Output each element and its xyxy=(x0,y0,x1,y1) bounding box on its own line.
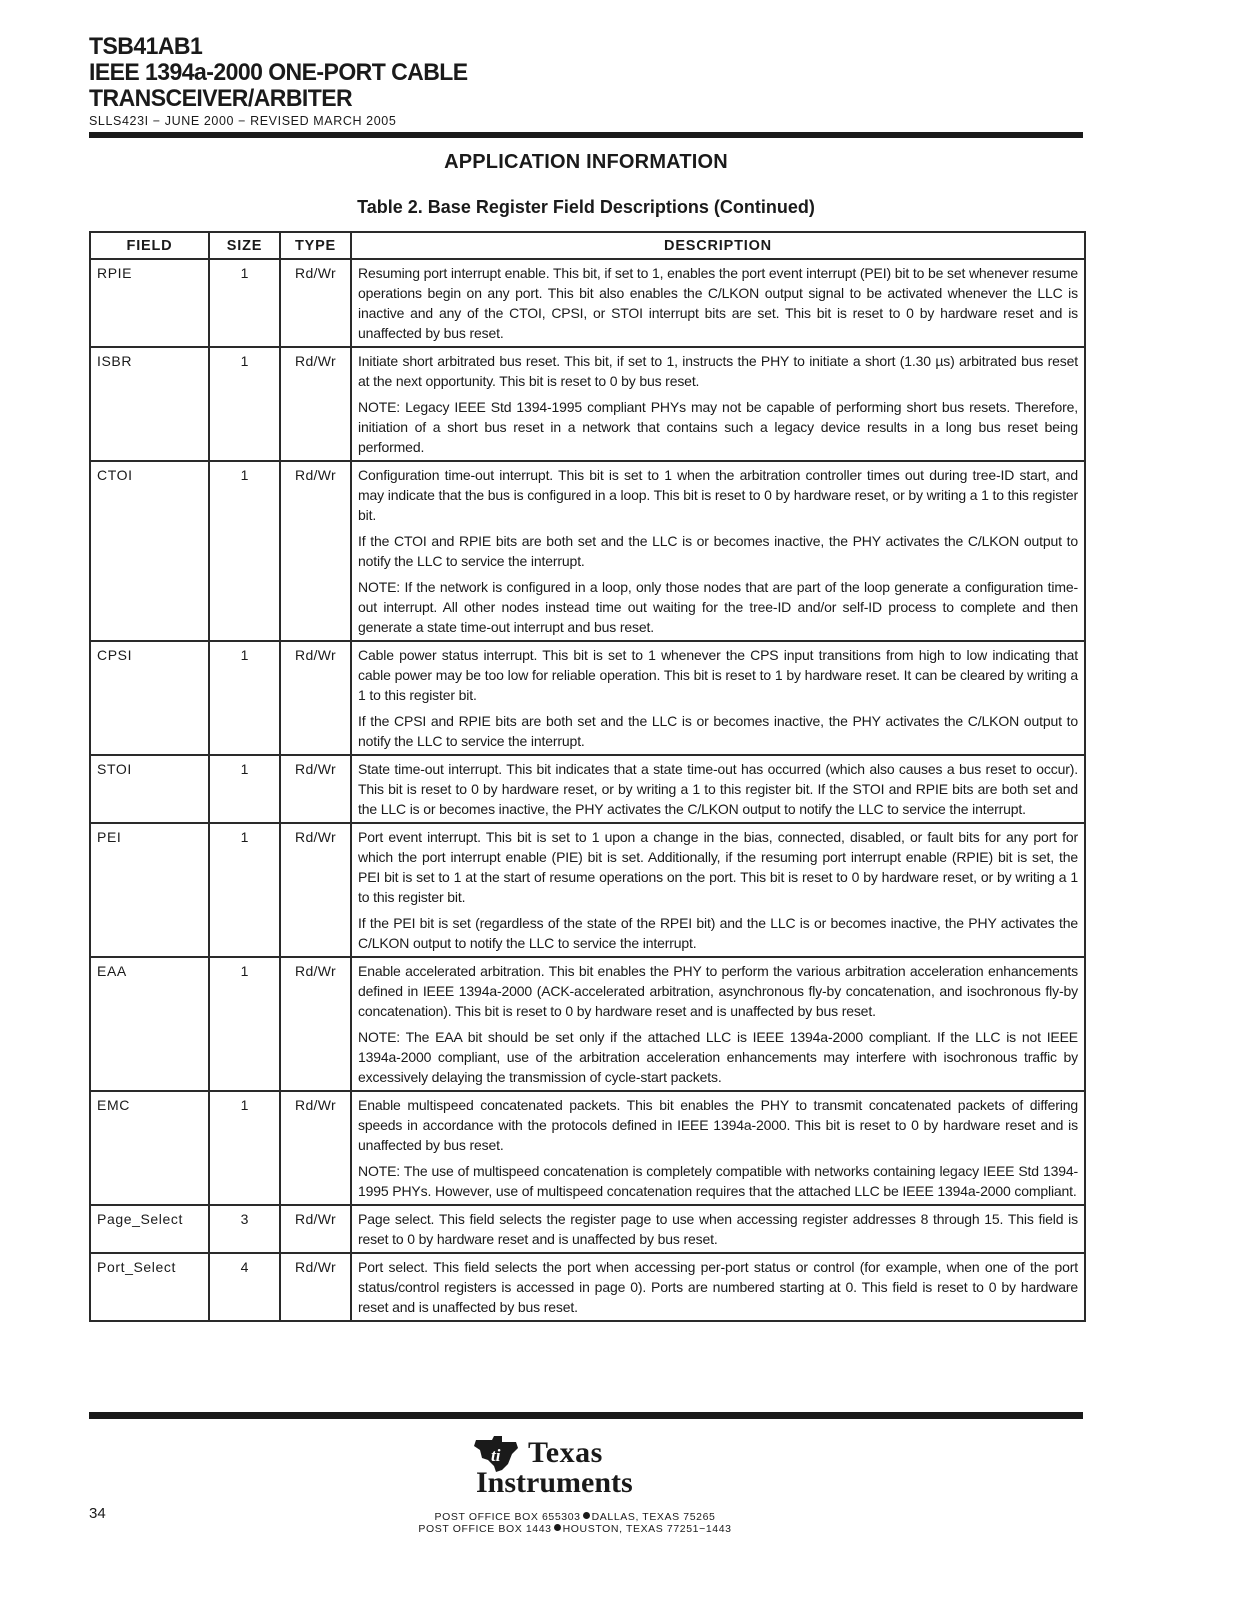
description-cell xyxy=(351,1205,1085,1253)
description-cell xyxy=(351,823,1085,957)
register-table xyxy=(89,231,1086,1322)
description-paragraph: NOTE: The use of multispeed concatenation is completely compatible with networks containing legacy IEEE Std 1394-1995 PHYs. However, use of multispeed concatenation requires that the attached LLC be IEEE 1394a-2000 compliant. xyxy=(358,1163,1078,1199)
field-cell: RPIE xyxy=(90,259,209,347)
column-header-description: DESCRIPTION xyxy=(351,232,1085,259)
field-cell: Port_Select xyxy=(90,1253,209,1321)
table-row xyxy=(90,641,1085,755)
table-row xyxy=(90,1091,1085,1205)
address-line-1: POST OFFICE BOX 655303 DALLAS, TEXAS 75265 xyxy=(434,1511,716,1523)
size-cell: 1 xyxy=(209,823,280,957)
type-cell: Rd/Wr xyxy=(280,1091,351,1205)
description-paragraph: NOTE: The EAA bit should be set only if the attached LLC is IEEE 1394a-2000 compliant. If the LLC is not IEEE 1394a-2000 compliant, use of the arbitration acceleration enhancements may interfere with isochronous traffic by excessively delaying the transmission of cycle-start packets. xyxy=(358,1029,1078,1085)
page-number: 34 xyxy=(89,1505,106,1522)
type-cell: Rd/Wr xyxy=(280,1253,351,1321)
column-header-size: SIZE xyxy=(209,232,280,259)
bullet-dot xyxy=(554,1524,561,1531)
table-row xyxy=(90,1253,1085,1321)
type-cell: Rd/Wr xyxy=(280,957,351,1091)
logo-word-instruments: Instruments xyxy=(476,1466,633,1499)
description-paragraph: Page select. This field selects the register page to use when accessing register addresses 8 through 15. This field is reset to 0 by hardware reset and is unaffected by bus reset. xyxy=(358,1211,1078,1247)
size-cell: 1 xyxy=(209,1091,280,1205)
table-row xyxy=(90,755,1085,823)
field-cell: STOI xyxy=(90,755,209,823)
field-cell: PEI xyxy=(90,823,209,957)
document-title-line2: TRANSCEIVER/ARBITER xyxy=(89,85,353,112)
type-cell: Rd/Wr xyxy=(280,259,351,347)
field-cell: EAA xyxy=(90,957,209,1091)
column-header-field: FIELD xyxy=(90,232,209,259)
type-cell: Rd/Wr xyxy=(280,823,351,957)
type-cell: Rd/Wr xyxy=(280,641,351,755)
description-cell xyxy=(351,755,1085,823)
description-paragraph: State time-out interrupt. This bit indicates that a state time-out has occurred (which also causes a bus reset to occur). This bit is reset to 0 by hardware reset, or by writing a 1 to this register bit. If the STOI and RPIE bits are both set and the LLC is or becomes inactive, the PHY activates the C/LKON output to notify the LLC to service the interrupt. xyxy=(358,761,1078,817)
type-cell: Rd/Wr xyxy=(280,347,351,461)
logo-word-texas: Texas xyxy=(528,1436,603,1469)
description-paragraph: If the CTOI and RPIE bits are both set and the LLC is or becomes inactive, the PHY activates the C/LKON output to notify the LLC to service the interrupt. xyxy=(358,533,1078,569)
table-row xyxy=(90,259,1085,347)
description-paragraph: NOTE: If the network is configured in a loop, only those nodes that are part of the loop generate a configuration time-out interrupt. All other nodes instead time out waiting for the tree-ID and/or self-ID process to complete and then generate a state time-out interrupt and bus reset. xyxy=(358,579,1078,635)
description-cell xyxy=(351,1253,1085,1321)
description-paragraph: Cable power status interrupt. This bit is set to 1 whenever the CPS input transitions from high to low indicating that cable power may be too low for reliable operation. This bit is reset to 1 by hardware reset. It can be cleared by writing a 1 to this register bit. xyxy=(358,647,1078,703)
size-cell: 1 xyxy=(209,641,280,755)
size-cell: 1 xyxy=(209,755,280,823)
footer-rule xyxy=(89,1412,1083,1419)
table-row xyxy=(90,347,1085,461)
size-cell: 1 xyxy=(209,957,280,1091)
table-row xyxy=(90,957,1085,1091)
header-rule xyxy=(89,132,1083,138)
field-cell: CPSI xyxy=(90,641,209,755)
type-cell: Rd/Wr xyxy=(280,755,351,823)
size-cell: 1 xyxy=(209,461,280,641)
table-row xyxy=(90,1205,1085,1253)
field-cell: CTOI xyxy=(90,461,209,641)
description-cell xyxy=(351,641,1085,755)
description-cell xyxy=(351,347,1085,461)
type-cell: Rd/Wr xyxy=(280,1205,351,1253)
description-paragraph: Port event interrupt. This bit is set to 1 upon a change in the bias, connected, disabled, or fault bits for any port for which the port interrupt enable (PIE) bit is set. Additionally, if the resuming port interrupt enable (RPIE) bit is set, the PEI bit is set to 1 at the start of resume operations on the port. This bit is reset to 0 by hardware reset, or by writing a 1 to this register bit. xyxy=(358,829,1078,905)
description-paragraph: Enable accelerated arbitration. This bit enables the PHY to perform the various arbitration acceleration enhancements defined in IEEE 1394a-2000 (ACK-accelerated arbitration, asynchronous fly-by concatenation, and isochronous fly-by concatenation). This bit is reset to 0 by hardware reset and is unaffected by bus reset. xyxy=(358,963,1078,1019)
description-cell xyxy=(351,957,1085,1091)
table-row xyxy=(90,461,1085,641)
bullet-dot xyxy=(583,1512,590,1519)
description-paragraph: Configuration time-out interrupt. This bit is set to 1 when the arbitration controller times out during tree-ID start, and may indicate that the bus is configured in a loop. This bit is reset to 0 by hardware reset, or by writing a 1 to this register bit. xyxy=(358,467,1078,523)
column-header-type: TYPE xyxy=(280,232,351,259)
size-cell: 1 xyxy=(209,259,280,347)
description-paragraph: Initiate short arbitrated bus reset. This bit, if set to 1, instructs the PHY to initiate a short (1.30 µs) arbitrated bus reset at the next opportunity. This bit is reset to 0 by bus reset. xyxy=(358,353,1078,389)
size-cell: 3 xyxy=(209,1205,280,1253)
description-paragraph: Enable multispeed concatenated packets. This bit enables the PHY to transmit concatenated packets of differing speeds in accordance with the protocols defined in IEEE 1394a-2000. This bit is reset to 0 by hardware reset and is unaffected by bus reset. xyxy=(358,1097,1078,1153)
address-line-2: POST OFFICE BOX 1443 HOUSTON, TEXAS 77251−1443 xyxy=(418,1523,732,1535)
description-cell xyxy=(351,259,1085,347)
part-number: TSB41AB1 xyxy=(89,33,203,60)
section-title: APPLICATION INFORMATION xyxy=(444,151,728,173)
table-header-row xyxy=(90,232,1085,259)
description-cell xyxy=(351,461,1085,641)
field-cell: Page_Select xyxy=(90,1205,209,1253)
table-row xyxy=(90,823,1085,957)
size-cell: 4 xyxy=(209,1253,280,1321)
description-paragraph: If the CPSI and RPIE bits are both set and the LLC is or becomes inactive, the PHY activates the C/LKON output to notify the LLC to service the interrupt. xyxy=(358,713,1078,749)
description-paragraph: Resuming port interrupt enable. This bit, if set to 1, enables the port event interrupt (PEI) bit to be set whenever resume operations begin on any port. This bit also enables the C/LKON output signal to be activated whenever the LLC is inactive and any of the CTOI, CPSI, or STOI interrupt bits are set. This bit is reset to 0 by hardware reset and is unaffected by bus reset. xyxy=(358,265,1078,341)
table-title: Table 2. Base Register Field Descriptions (Continued) xyxy=(357,197,815,217)
type-cell: Rd/Wr xyxy=(280,461,351,641)
ti-logo xyxy=(472,1432,682,1506)
description-paragraph: If the PEI bit is set (regardless of the state of the RPEI bit) and the LLC is or becomes inactive, the PHY activates the C/LKON output to notify the LLC to service the interrupt. xyxy=(358,915,1078,951)
description-cell xyxy=(351,1091,1085,1205)
description-paragraph: NOTE: Legacy IEEE Std 1394-1995 compliant PHYs may not be capable of performing short bus resets. Therefore, initiation of a short bus reset in a network that contains such a legacy device results in a long bus reset being performed. xyxy=(358,399,1078,455)
svg-text:ti: ti xyxy=(491,1446,501,1465)
size-cell: 1 xyxy=(209,347,280,461)
document-header xyxy=(89,34,492,128)
document-title-line1: IEEE 1394a-2000 ONE-PORT CABLE xyxy=(89,59,468,86)
field-cell: EMC xyxy=(90,1091,209,1205)
field-cell: ISBR xyxy=(90,347,209,461)
document-reference: SLLS423I − JUNE 2000 − REVISED MARCH 2005 xyxy=(89,114,397,128)
description-paragraph: Port select. This field selects the port when accessing per-port status or control (for example, when one of the port status/control registers is accessed in page 0). Ports are numbered starting at 0. This field is reset to 0 by hardware reset and is unaffected by bus reset. xyxy=(358,1259,1078,1315)
